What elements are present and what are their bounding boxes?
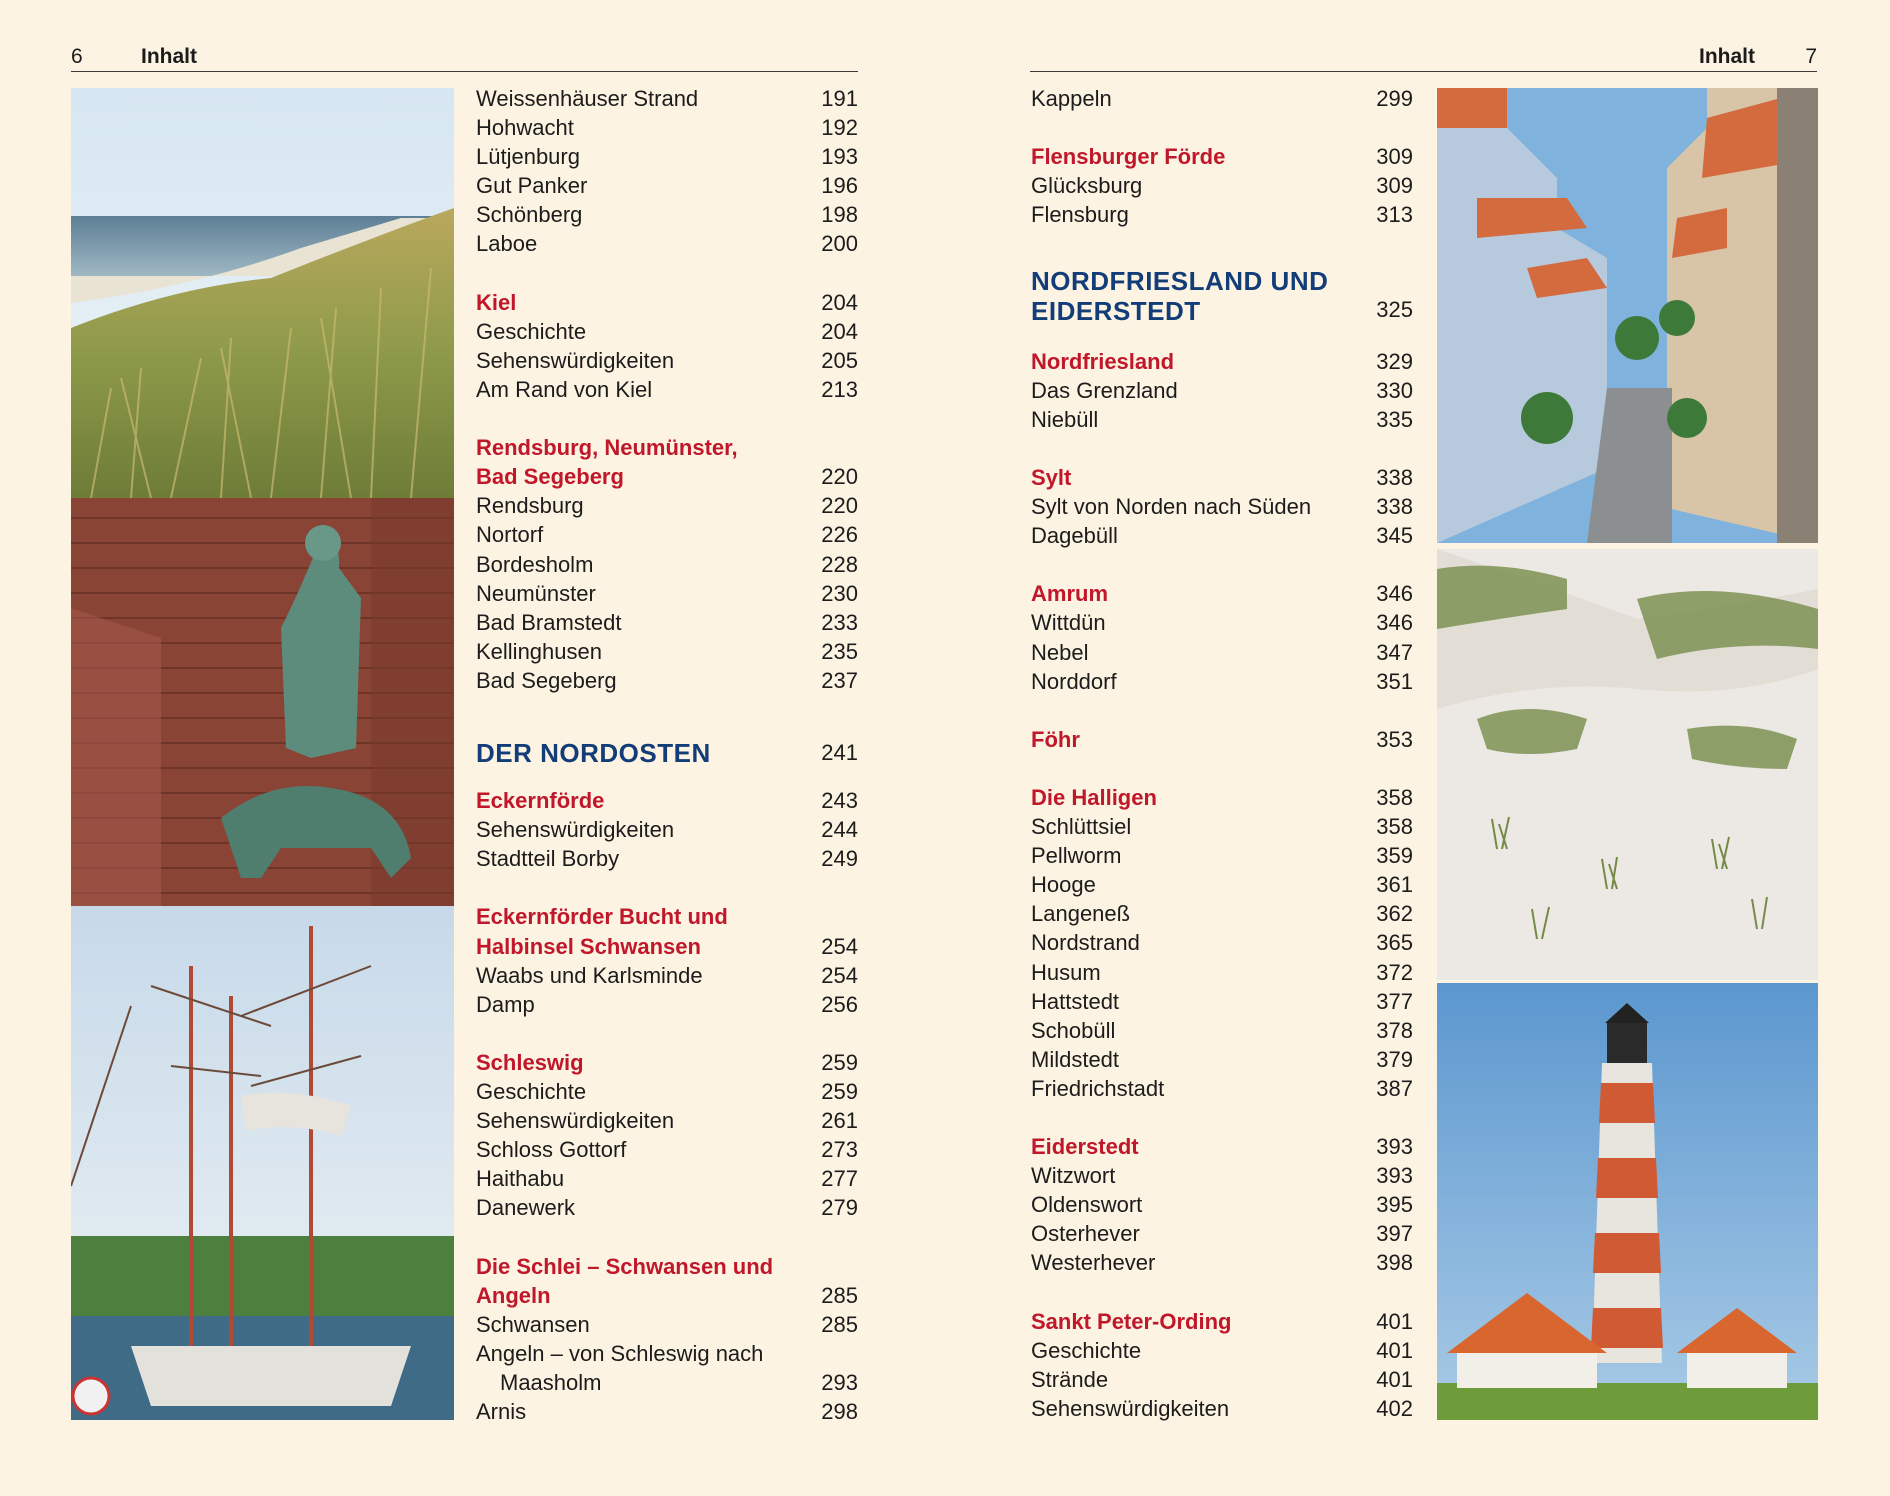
toc-entry[interactable]: Arnis 298 <box>476 1399 858 1425</box>
toc-entry[interactable]: Oldenswort 395 <box>1031 1192 1413 1218</box>
toc-entry[interactable]: Sehenswürdigkeiten 261 <box>476 1108 858 1134</box>
toc-entry[interactable]: Geschichte 401 <box>1031 1337 1413 1363</box>
toc-entry[interactable]: Wittdün 346 <box>1031 610 1413 636</box>
toc-chapter-heading[interactable]: DER NORDOSTEN 241 <box>476 738 858 769</box>
toc-right <box>1031 84 1413 1423</box>
toc-entry[interactable]: Bad Segeberg 237 <box>476 667 858 693</box>
photo-angel-statue <box>71 498 454 906</box>
toc-entry[interactable]: Neumünster 230 <box>476 580 858 606</box>
toc-entry[interactable]: Osterhever 397 <box>1031 1221 1413 1247</box>
toc-entry[interactable]: Mildstedt 379 <box>1031 1046 1413 1072</box>
spacer <box>476 1222 858 1251</box>
toc-entry[interactable]: Angeln – von Schleswig nach <box>476 1340 764 1366</box>
toc-entry[interactable]: Lütjenburg 193 <box>476 144 858 170</box>
toc-entry[interactable]: Das Grenzland 330 <box>1031 377 1413 403</box>
toc-region-heading[interactable]: Angeln 285 <box>476 1282 858 1308</box>
spacer <box>1031 696 1413 725</box>
page-number: 7 <box>1805 45 1817 68</box>
running-title: Inhalt <box>1699 45 1755 68</box>
toc-entry[interactable]: Flensburg 313 <box>1031 202 1413 228</box>
toc-entry[interactable]: Nortorf 226 <box>476 522 858 548</box>
spacer <box>476 873 858 902</box>
toc-entry[interactable]: Stadtteil Borby 249 <box>476 846 858 872</box>
toc-entry[interactable]: Maasholm 293 <box>500 1369 858 1395</box>
right-page <box>945 0 1890 1496</box>
toc-entry[interactable]: Kellinghusen 235 <box>476 638 858 664</box>
toc-entry[interactable]: Langeneß 362 <box>1031 901 1413 927</box>
toc-entry[interactable]: Bad Bramstedt 233 <box>476 609 858 635</box>
running-head-right <box>1030 44 1817 72</box>
toc-entry[interactable]: Hohwacht 192 <box>476 115 858 141</box>
toc-region-heading[interactable]: Bad Segeberg 220 <box>476 464 858 490</box>
toc-entry[interactable]: Hattstedt 377 <box>1031 988 1413 1014</box>
toc-entry[interactable]: Kappeln 299 <box>1031 86 1413 111</box>
toc-entry[interactable]: Westerhever 398 <box>1031 1250 1413 1276</box>
photo-white-dunes <box>1437 549 1818 980</box>
toc-entry[interactable]: Pellworm 359 <box>1031 843 1413 869</box>
toc-chapter-heading[interactable]: NORDFRIESLAND UND <box>1031 266 1329 297</box>
spacer <box>1031 754 1413 783</box>
toc-region-heading[interactable]: Amrum 346 <box>1031 581 1413 607</box>
running-title: Inhalt <box>141 45 197 68</box>
toc-entry[interactable]: Am Rand von Kiel 213 <box>476 376 858 402</box>
toc-region-heading[interactable]: Nordfriesland 329 <box>1031 348 1413 374</box>
toc-entry[interactable]: Schlüttsiel 358 <box>1031 814 1413 840</box>
toc-region-heading[interactable]: Eckernförde 243 <box>476 788 858 814</box>
toc-region-heading[interactable]: Sylt 338 <box>1031 464 1413 490</box>
toc-region-heading[interactable]: Eckernförder Bucht und <box>476 904 728 930</box>
toc-entry[interactable]: Friedrichstadt 387 <box>1031 1075 1413 1101</box>
toc-entry[interactable]: Schwansen 285 <box>476 1311 858 1337</box>
photo-beach-dunes <box>71 88 454 498</box>
toc-entry[interactable]: Dagebüll 345 <box>1031 523 1413 549</box>
running-head-left <box>71 44 858 72</box>
toc-region-heading[interactable]: Schleswig 259 <box>476 1049 858 1075</box>
toc-entry[interactable]: Bordesholm 228 <box>476 551 858 577</box>
toc-entry[interactable]: Rendsburg 220 <box>476 493 858 519</box>
toc-entry[interactable]: Strände 401 <box>1031 1366 1413 1392</box>
spacer <box>476 259 858 288</box>
toc-entry[interactable]: Norddorf 351 <box>1031 668 1413 694</box>
toc-entry[interactable]: Laboe 200 <box>476 231 858 257</box>
spacer <box>476 695 858 738</box>
spacer <box>476 767 858 786</box>
spacer <box>1031 1103 1413 1132</box>
toc-left <box>476 84 858 1426</box>
spacer <box>1031 325 1413 347</box>
spacer <box>1031 550 1413 579</box>
spacer <box>476 1019 858 1048</box>
toc-entry[interactable]: Geschichte 204 <box>476 318 858 344</box>
toc-entry[interactable]: Schönberg 198 <box>476 202 858 228</box>
toc-entry[interactable]: Schobüll 378 <box>1031 1017 1413 1043</box>
photo-tall-ships <box>71 906 454 1420</box>
toc-chapter-heading[interactable]: EIDERSTEDT 325 <box>1031 295 1413 326</box>
toc-entry[interactable]: Nordstrand 365 <box>1031 930 1413 956</box>
toc-region-heading[interactable]: Halbinsel Schwansen 254 <box>476 933 858 959</box>
toc-entry[interactable]: Niebüll 335 <box>1031 406 1413 432</box>
toc-entry[interactable]: Husum 372 <box>1031 959 1413 985</box>
spacer <box>1031 113 1413 142</box>
toc-entry[interactable]: Danewerk 279 <box>476 1195 858 1221</box>
toc-entry[interactable]: Weissenhäuser Strand 191 <box>476 86 858 111</box>
toc-entry[interactable]: Damp 256 <box>476 991 858 1017</box>
toc-region-heading[interactable]: Die Halligen 358 <box>1031 784 1413 810</box>
toc-entry[interactable]: Sehenswürdigkeiten 402 <box>1031 1395 1413 1421</box>
page-number: 6 <box>71 45 83 68</box>
toc-entry[interactable]: Sylt von Norden nach Süden 338 <box>1031 494 1413 520</box>
photo-old-town-street <box>1437 88 1818 543</box>
spacer <box>476 404 858 433</box>
toc-region-heading[interactable]: Föhr 353 <box>1031 726 1413 752</box>
spacer <box>1031 434 1413 463</box>
toc-entry[interactable]: Hooge 361 <box>1031 872 1413 898</box>
toc-entry[interactable]: Schloss Gottorf 273 <box>476 1137 858 1163</box>
spacer <box>1031 229 1413 267</box>
toc-entry[interactable]: Geschichte 259 <box>476 1079 858 1104</box>
toc-entry[interactable]: Sehenswürdigkeiten 244 <box>476 817 858 843</box>
toc-entry[interactable]: Waabs und Karlsminde 254 <box>476 962 858 988</box>
toc-entry[interactable]: Nebel 347 <box>1031 639 1413 665</box>
toc-entry[interactable]: Gut Panker 196 <box>476 173 858 199</box>
toc-entry[interactable]: Witzwort 393 <box>1031 1163 1413 1189</box>
toc-region-heading[interactable]: Die Schlei – Schwansen und <box>476 1253 774 1279</box>
photo-lighthouse-westerhever <box>1437 983 1818 1420</box>
toc-region-heading[interactable]: Sankt Peter-Ording 401 <box>1031 1308 1413 1334</box>
toc-region-heading[interactable]: Kiel 204 <box>476 289 858 315</box>
toc-region-heading[interactable]: Flensburger Förde 309 <box>1031 144 1413 170</box>
toc-entry[interactable]: Sehenswürdigkeiten 205 <box>476 347 858 373</box>
spacer <box>1031 1278 1413 1307</box>
toc-region-heading[interactable]: Eiderstedt 393 <box>1031 1134 1413 1160</box>
toc-region-heading[interactable]: Rendsburg, Neumünster, <box>476 435 738 461</box>
toc-entry[interactable]: Glücksburg 309 <box>1031 173 1413 199</box>
toc-entry[interactable]: Haithabu 277 <box>476 1166 858 1192</box>
